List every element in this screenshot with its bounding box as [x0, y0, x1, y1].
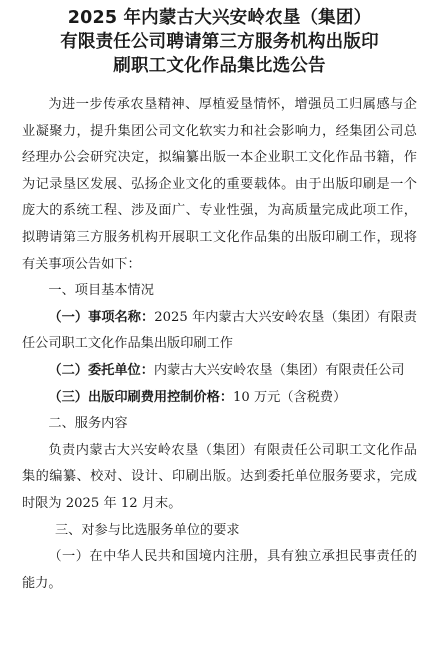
title-line-1: 2025 年内蒙古大兴安岭农垦（集团）: [67, 8, 372, 28]
section-1-heading: 一、项目基本情况: [48, 283, 154, 299]
document-body: [22, 92, 417, 597]
section-1-item-2: [22, 358, 417, 385]
section-3-heading: 三、对参与比选服务单位的要求: [55, 522, 240, 538]
document-title: [22, 6, 417, 78]
item-3-value: 10 万元（含税费）: [233, 389, 347, 405]
title-line-3: 刷职工文化作品集比选公告: [113, 56, 326, 76]
item-3-label: （三）出版印刷费用控制价格：: [48, 389, 234, 405]
section-1-item-3: [22, 385, 417, 412]
section-2-heading: 二、服务内容: [48, 416, 128, 432]
item-2-value: 内蒙古大兴安岭农垦（集团）有限责任公司: [153, 362, 405, 378]
section-1-item-1: [22, 305, 417, 358]
intro-paragraph: 为进一步传承农垦精神、厚植爱垦情怀，增强员工归属感与企业凝聚力，提升集团公司文化软实力和社会影响力，经集团公司总经理办公会研究决定，拟编纂出版一本企业职工文化作品书籍，作为记录垦区发展、弘扬企业文化的重要载体。由于出版印刷是一个庞大的系统工程、涉及面广、专业性强，为高质量完成此项工作，拟聘请第三方服务机构开展职工文化作品集的出版印刷工作，现将有关事项公告如下：: [22, 97, 417, 272]
item-1-label: （一）事项名称：: [48, 309, 155, 325]
title-line-2: 有限责任公司聘请第三方服务机构出版印: [60, 32, 379, 52]
item-1-value: 2025 年内蒙古大兴安岭农垦（集团）有限责任公司职工文化作品集出版印刷工作: [22, 309, 417, 352]
section-3-item-1: （一）在中华人民共和国境内注册，具有独立承担民事责任的能力。: [22, 549, 417, 591]
section-2-paragraph: 负责内蒙古大兴安岭农垦（集团）有限责任公司职工文化作品集的编纂、校对、设计、印刷出版。达到委托单位服务要求，完成时限为 2025 年 12 月末。: [22, 442, 417, 511]
item-2-label: （二）委托单位：: [48, 362, 154, 378]
